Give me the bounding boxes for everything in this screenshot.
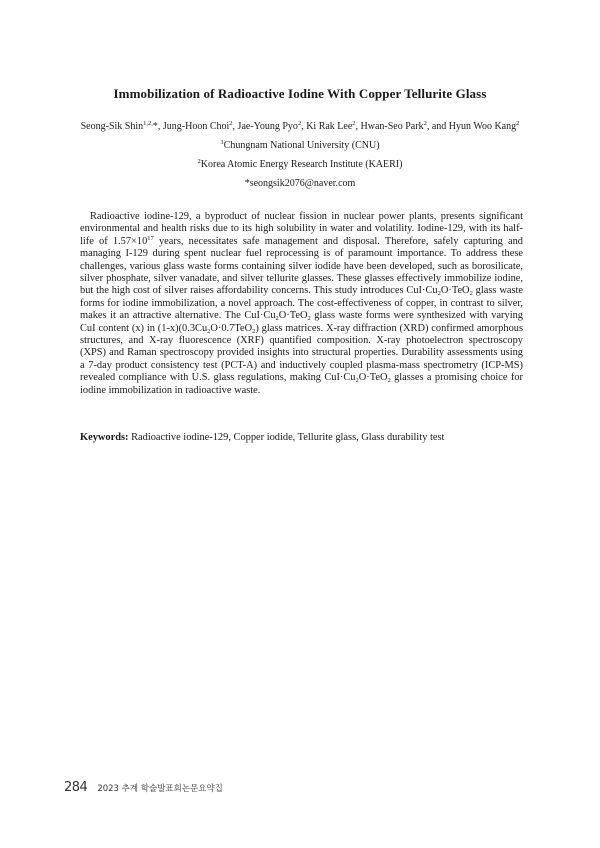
author-name: Jae-Young Pyo [237,121,298,132]
corresponding-email: *seongsik2076@naver.com [244,178,356,189]
affiliation-1-number: 1 [220,139,224,146]
affiliation-2-number: 2 [197,158,201,165]
author-name: Jung-Hoon Choi [162,121,230,132]
keywords-text: Radioactive iodine-129, Copper iodide, Tellurite glass, Glass durability test [128,432,445,443]
abstract-paragraph: Radioactive iodine-129, a byproduct of nuclear fission in nuclear power plants, presents significant environmental and health risks due to its high solubility in water and volatility. Iodine-129, with its half-life of $1.57\times 10^{17}$ years, necessitates safe management and disposal. Therefore, safely capturing and managing I-129 during spent nuclear fuel reprocessing is of paramount importance. To address these challenges, various glass waste forms containing silver iodide have been developed, such as borosilicate, silver phosphate, silver vanadate, and silver tellurite glasses. These glasses effectively immobilize iodine, but the high cost of silver raises affordability concerns. This study introduces $CuI\cdot Cu_2O\cdot TeO_2$ glass waste forms for iodine immobilization, a novel approach. The cost-effectiveness of copper, in contrast to silver, makes it an attractive alternative. The $CuI\cdot Cu_2O\cdot TeO_2$ glass waste forms were synthesized with varying CuI content (x) in $(1-x)(0.3Cu_2O\cdot 0.7TeO_2)$ glass matrices. X-ray diffraction (XRD) confirmed amorphous structures, and X-ray fluorescence (XRF) quantified composition. X-ray photoelectron spectroscopy (XPS) and Raman spectroscopy provided insights into structural properties. Durability assessments using a 7-day product consistency test (PCT-A) and inductively coupled plasma-mass spectrometry (ICP-MS) revealed compliance with U.S. glass regulations, making $CuI\cdot Cu_2O\cdot TeO_2$ glasses a promising choice for iodine immobilization in radioactive waste. [80,211,524,396]
affiliation-2-text: Korea Atomic Energy Research Institute (KAERI) [200,159,403,170]
page-footer [64,780,223,796]
author-list: Seong-Sik Shin$^{1,2,}$*, Jung-Hoon Choi$^2$, Jae-Young Pyo$^2$, Ki Rak Lee$^2$, Hwan-Seo Park$^2$, and Hyun Woo Kang$^2$ [80,120,520,132]
subscript: 2 [437,290,441,298]
author-affiliation-mark: 1,2, [143,120,153,127]
paper-title: Immobilization of Radioactive Iodine With Copper Tellurite Glass [113,86,487,101]
keywords-label: Keywords: [80,432,129,443]
author-affiliation-mark: 2 [516,120,520,127]
author-name: Hyun Woo Kang [448,121,517,132]
author-name: Seong-Sik Shin [80,121,144,132]
author-affiliation-mark: 2 [229,120,233,127]
subscript: 2 [252,327,256,335]
author-affiliation-mark: 2 [423,120,427,127]
subscript: 2 [307,315,311,323]
author-name: Ki Rak Lee [306,121,353,132]
author-name: Hwan-Seo Park [360,121,424,132]
subscript: 2 [355,377,359,385]
proceedings-title: 2023 추계 학술발표회논문요약집 [97,784,223,794]
subscript: 2 [275,315,279,323]
superscript: 17 [147,234,154,242]
subscript: 2 [207,327,211,335]
affiliation-2 [0,159,600,170]
subscript: 2 [469,290,473,298]
author-affiliation-mark: 2 [297,120,302,127]
subscript: 2 [387,377,391,385]
affiliation-1-text: Chungnam National University (CNU) [223,140,380,151]
affiliation-1 [0,140,600,151]
author-affiliation-mark: 2 [352,120,356,127]
page-number: 284 [64,780,88,795]
keywords-line [80,432,523,444]
